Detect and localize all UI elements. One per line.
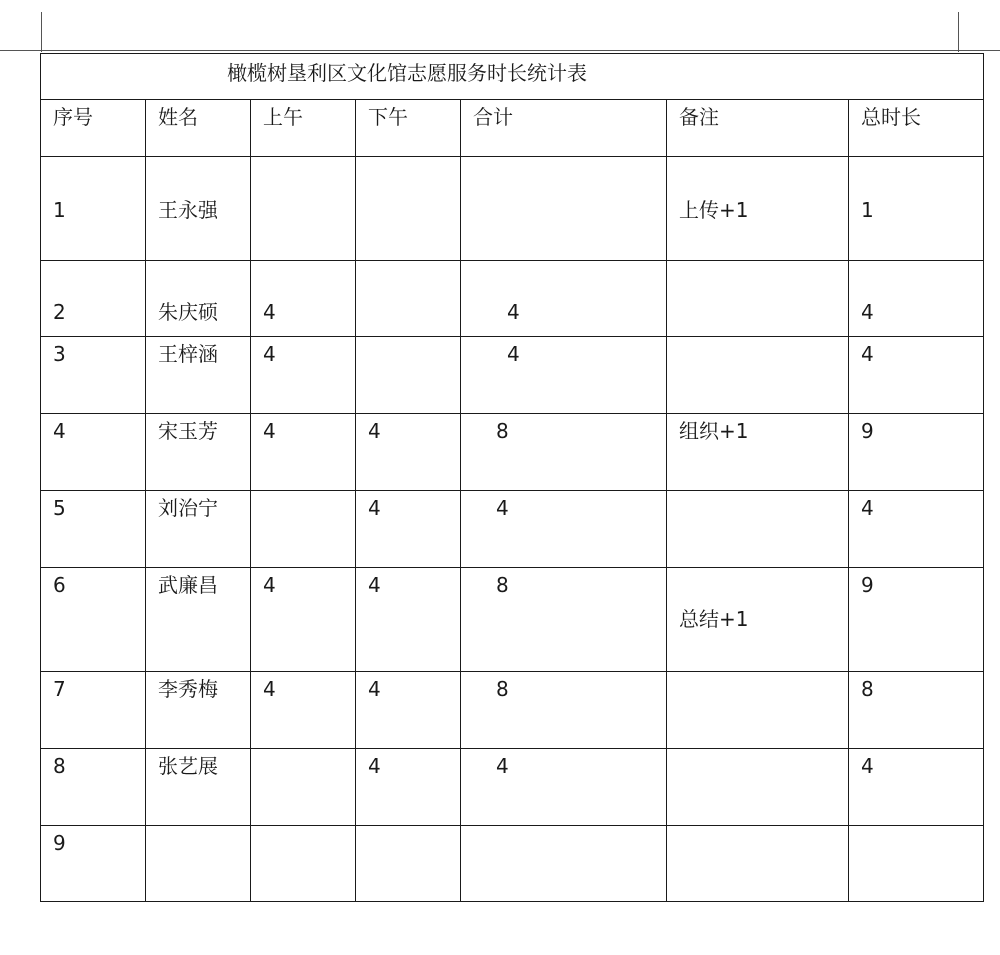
header-cell-no[interactable] — [41, 100, 146, 157]
cell-text — [251, 157, 355, 198]
table-cell[interactable] — [849, 261, 984, 337]
table-cell[interactable] — [461, 337, 667, 414]
cell-text — [667, 749, 848, 754]
table-row — [41, 749, 984, 826]
cell-text: 4 — [263, 677, 276, 701]
table-cell[interactable] — [146, 568, 251, 672]
cell-text: 4 — [263, 300, 276, 324]
table-cell[interactable] — [461, 749, 667, 826]
table-title-cell[interactable] — [41, 54, 984, 100]
cell-text — [667, 261, 848, 300]
cell-text — [667, 337, 848, 342]
cell-text: 4 — [368, 573, 381, 597]
table-cell[interactable] — [849, 672, 984, 749]
table-cell[interactable] — [146, 491, 251, 568]
table-row — [41, 672, 984, 749]
table-cell[interactable] — [356, 414, 461, 491]
cell-text: 1 — [53, 198, 66, 222]
table-cell[interactable] — [667, 261, 849, 337]
header-label: 上午 — [263, 105, 303, 129]
cell-text: 8 — [496, 677, 509, 701]
table-cell[interactable] — [461, 826, 667, 902]
cell-text: 武廉昌 — [158, 573, 218, 597]
header-label: 合计 — [473, 105, 513, 129]
table-row — [41, 414, 984, 491]
header-cell-am[interactable] — [251, 100, 356, 157]
table-cell[interactable] — [461, 672, 667, 749]
document-page — [40, 53, 983, 902]
table-cell[interactable] — [356, 491, 461, 568]
table-cell[interactable] — [41, 337, 146, 414]
table-cell[interactable] — [146, 337, 251, 414]
cell-text — [356, 337, 460, 342]
table-cell[interactable] — [849, 491, 984, 568]
cell-text: 4 — [496, 496, 509, 520]
cell-text: 刘治宁 — [158, 496, 218, 520]
cell-text: 1 — [861, 198, 874, 222]
table-cell[interactable] — [461, 414, 667, 491]
table-cell[interactable] — [461, 157, 667, 261]
cell-text: 4 — [861, 342, 874, 366]
table-row — [41, 261, 984, 337]
table-cell[interactable] — [461, 568, 667, 672]
table-cell[interactable] — [146, 672, 251, 749]
cell-text: 宋玉芳 — [158, 419, 218, 443]
table-cell[interactable] — [251, 261, 356, 337]
cell-text: 王梓涵 — [158, 342, 218, 366]
table-cell[interactable] — [667, 568, 849, 672]
cell-text: 张艺展 — [158, 754, 218, 778]
table-title: 橄榄树垦利区文化馆志愿服务时长统计表 — [227, 61, 587, 85]
table-row — [41, 337, 984, 414]
cell-text: 4 — [263, 419, 276, 443]
header-label: 姓名 — [158, 105, 198, 129]
table-cell[interactable] — [667, 672, 849, 749]
cell-text: 9 — [53, 831, 66, 855]
table-cell[interactable] — [849, 568, 984, 672]
table-row — [41, 157, 984, 261]
cell-text: 总结+1 — [679, 607, 749, 631]
table-cell[interactable] — [41, 414, 146, 491]
cell-text: 8 — [496, 573, 509, 597]
cell-text: 9 — [861, 419, 874, 443]
cell-text: 4 — [861, 300, 874, 324]
header-cell-name[interactable] — [146, 100, 251, 157]
cell-text — [667, 491, 848, 496]
cell-text: 4 — [507, 300, 520, 324]
table-cell[interactable] — [849, 337, 984, 414]
table-cell[interactable] — [41, 826, 146, 902]
table-title-row — [41, 54, 984, 100]
page-margin-guide-horizontal — [0, 50, 1000, 51]
cell-text: 4 — [368, 677, 381, 701]
table-cell[interactable] — [146, 826, 251, 902]
cell-text: 4 — [496, 754, 509, 778]
cell-text: 4 — [861, 754, 874, 778]
cell-text: 李秀梅 — [158, 677, 218, 701]
cell-text: 5 — [53, 496, 66, 520]
table-cell[interactable] — [146, 157, 251, 261]
table-cell[interactable] — [667, 826, 849, 902]
table-cell[interactable] — [667, 337, 849, 414]
table-cell[interactable] — [461, 491, 667, 568]
table-row — [41, 568, 984, 672]
table-cell[interactable] — [356, 261, 461, 337]
cell-text — [461, 157, 666, 198]
cell-text: 8 — [53, 754, 66, 778]
header-label: 序号 — [53, 105, 93, 129]
cell-text: 4 — [861, 496, 874, 520]
cell-text: 4 — [507, 342, 520, 366]
volunteer-hours-table — [40, 53, 984, 902]
cell-text: 8 — [496, 419, 509, 443]
table-cell[interactable] — [41, 749, 146, 826]
cell-text: 王永强 — [158, 198, 218, 222]
table-cell[interactable] — [41, 672, 146, 749]
cell-text — [667, 826, 848, 831]
table-cell[interactable] — [251, 414, 356, 491]
table-cell[interactable] — [461, 261, 667, 337]
table-cell[interactable] — [251, 157, 356, 261]
table-cell[interactable] — [251, 337, 356, 414]
cell-text: 4 — [368, 419, 381, 443]
cell-text — [356, 261, 460, 300]
table-cell[interactable] — [356, 568, 461, 672]
table-cell[interactable] — [41, 491, 146, 568]
page-margin-guide-right — [958, 12, 959, 52]
header-cell-total[interactable] — [849, 100, 984, 157]
cell-text: 9 — [861, 573, 874, 597]
cell-text: 6 — [53, 573, 66, 597]
table-cell[interactable] — [849, 414, 984, 491]
cell-text: 3 — [53, 342, 66, 366]
table-cell[interactable] — [667, 157, 849, 261]
cell-text: 4 — [263, 342, 276, 366]
table-cell[interactable] — [356, 337, 461, 414]
cell-text — [849, 826, 983, 831]
table-cell[interactable] — [849, 157, 984, 261]
header-label: 下午 — [368, 105, 408, 129]
table-cell[interactable] — [41, 261, 146, 337]
page-margin-guide-left — [41, 12, 42, 52]
cell-text: 上传+1 — [679, 198, 749, 222]
table-cell[interactable] — [251, 568, 356, 672]
table-cell[interactable] — [146, 749, 251, 826]
table-header-row — [41, 100, 984, 157]
table-row — [41, 491, 984, 568]
table-cell[interactable] — [41, 568, 146, 672]
table-row — [41, 826, 984, 902]
cell-text: 2 — [53, 300, 66, 324]
table-cell[interactable] — [667, 414, 849, 491]
cell-text: 7 — [53, 677, 66, 701]
cell-text: 4 — [368, 754, 381, 778]
table-cell[interactable] — [251, 826, 356, 902]
table-cell[interactable] — [251, 749, 356, 826]
cell-text: 4 — [368, 496, 381, 520]
cell-text: 4 — [263, 573, 276, 597]
table-cell[interactable] — [251, 491, 356, 568]
table-cell[interactable] — [356, 749, 461, 826]
table-cell[interactable] — [41, 157, 146, 261]
table-cell[interactable] — [356, 157, 461, 261]
header-cell-sum[interactable] — [461, 100, 667, 157]
cell-text — [461, 826, 666, 831]
cell-text — [356, 157, 460, 198]
header-cell-pm[interactable] — [356, 100, 461, 157]
header-cell-note[interactable] — [667, 100, 849, 157]
table-cell[interactable] — [849, 826, 984, 902]
table-cell[interactable] — [849, 749, 984, 826]
table-cell[interactable] — [356, 826, 461, 902]
cell-text — [251, 826, 355, 831]
header-label: 备注 — [679, 105, 719, 129]
table-cell[interactable] — [667, 749, 849, 826]
header-label: 总时长 — [861, 105, 921, 129]
cell-text: 4 — [53, 419, 66, 443]
cell-text — [251, 749, 355, 754]
cell-text: 组织+1 — [679, 419, 749, 443]
cell-text — [251, 491, 355, 496]
table-cell[interactable] — [251, 672, 356, 749]
cell-text — [146, 826, 250, 831]
table-cell[interactable] — [667, 491, 849, 568]
table-cell[interactable] — [146, 261, 251, 337]
table-cell[interactable] — [146, 414, 251, 491]
table-cell[interactable] — [356, 672, 461, 749]
cell-text — [667, 672, 848, 677]
cell-text: 朱庆硕 — [158, 300, 218, 324]
cell-text — [356, 826, 460, 831]
cell-text: 8 — [861, 677, 874, 701]
